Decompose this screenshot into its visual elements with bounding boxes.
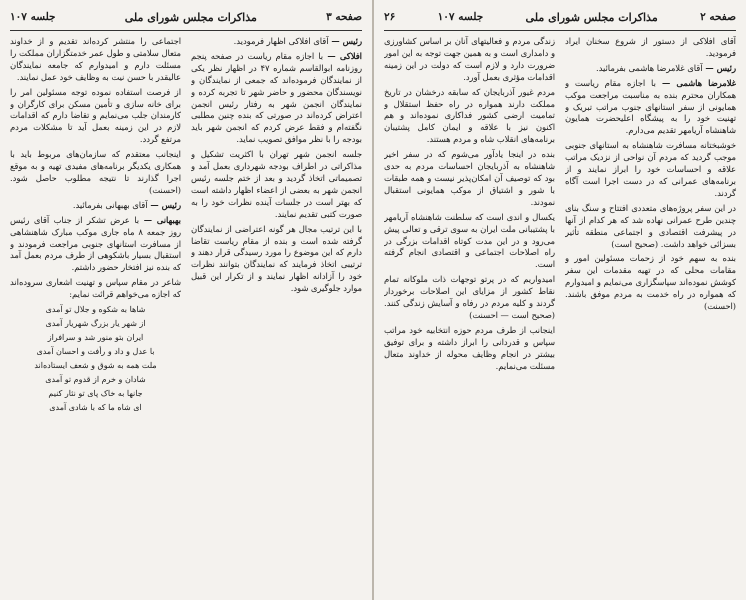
left-page xyxy=(0,0,372,600)
right-page-session: جلسه ۱۰۷ xyxy=(437,11,484,23)
paragraph-text: بنده در اینجا یادآور می‌شوم که در سفر اخیر شاهنشاه به آذربایجان احساسات مردم به حدی بود که توصیف آن امکان‌پذیر نیست و همه طبقات با شور و اشتیاق از موکب همایونی استقبال نمودند. xyxy=(384,149,555,207)
speaker-name: رئیس — xyxy=(702,62,736,73)
paragraph xyxy=(565,253,736,313)
paragraph xyxy=(384,36,555,84)
left-page-title: مذاکرات مجلس شورای ملی xyxy=(124,10,257,24)
left-page-left-column xyxy=(10,36,181,594)
paragraph-text: با این ترتیب مجال هر گونه اعتراضی از نمایندگان گرفته شده است و بنده از مقام ریاست تقاضا دارم که این موضوع را مورد رسیدگی قرار دهند و ترتیبی اتخاذ فرمایند که نمایندگان بتوانند نظرات خود را آزادانه اظهار نمایند و از تکرار این قبیل موارد جلوگیری شود. xyxy=(191,223,362,294)
left-page-columns xyxy=(10,36,362,594)
verse-line: جانها به خاک پای تو نثار کنیم xyxy=(48,389,143,399)
speaker-name: غلامرضا هاشمی — xyxy=(655,77,736,88)
paragraph-text: آقای افلاکی اظهار فرمودید. xyxy=(233,36,329,46)
paragraph xyxy=(384,149,555,209)
paragraph xyxy=(10,36,181,84)
paragraph-text: خوشبختانه مسافرت شاهنشاه به استانهای جنوبی موجب گردید که مردم آن نواحی از نزدیک مراتب علاقه و احساسات خود را ابراز نمایند و از برنامه‌های عمرانی که در دست اجرا است آگاه گردند. xyxy=(565,140,736,198)
paragraph-text: با اجازه مقام ریاست در صفحه پنجم روزنامه ابوالقاسم شماره ۴۷ در اظهار نظر یکی از نمایندگان فرموده‌اند که جمعی از نمایندگان و نویسندگان محضور و حاضر شهر تا تجربه کرده و نمایندگان انجمن شهر به رفتار رئیس انجمن اعتراض کرده‌اند در صورتی که بنده چنین مطلبی نگفته‌ام و فقط عرض کردم که انجمن شهر باید بودجه را با نظر موافق تصویب نماید. xyxy=(191,50,362,145)
paragraph-text: امیدواریم که در پرتو توجهات ذات ملوکانه تمام نقاط کشور از مزایای این اصلاحات برخوردار گردند و کلیه مردم در رفاه و آسایش زندگی کنند. (صحیح است — احسنت) xyxy=(384,274,555,320)
paragraph-text: مردم غیور آذربایجان که سابقه درخشان در تاریخ مملکت دارند همواره در راه حفظ استقلال و تمامیت ارضی کشور فداکاری نموده‌اند و هم اکنون نیز با علاقه و ایمان کامل پشتیبان برنامه‌های انقلاب شاه و مردم هستند. xyxy=(384,86,555,145)
left-page-right-column xyxy=(191,36,362,594)
right-page-title: مذاکرات مجلس شورای ملی xyxy=(525,10,658,24)
paragraph xyxy=(10,215,181,275)
left-page-label: صفحه ۳ xyxy=(326,11,362,23)
paragraph-text: آقای افلاکی از دستور از شروع سخنان ایراد فرمودید. xyxy=(565,36,736,58)
paragraph xyxy=(565,140,736,200)
verse-line: ایران بتو منور شد و سرافراز xyxy=(47,333,144,343)
paragraph xyxy=(565,203,736,251)
right-page xyxy=(374,0,746,600)
paragraph xyxy=(565,36,736,60)
paragraph-text: شاعر در مقام سپاس و تهنیت اشعاری سروده‌اند که اجازه می‌خواهم قرائت نمایم: xyxy=(10,277,181,300)
speaker-name: بهبهانی — xyxy=(139,214,181,225)
left-header-rule xyxy=(10,30,362,31)
paragraph-text: بنده به سهم خود از زحمات مسئولین امور و مقامات محلی که در تهیه مقدمات این سفر کوشش نموده‌اند سپاسگزاری می‌نمایم و امیدوارم که همواره در راه خدمت به مردم موفق باشند. (احسنت) xyxy=(565,253,736,312)
verse-line: شادان و خرم از قدوم تو آمدی xyxy=(45,375,146,385)
paragraph xyxy=(191,149,362,220)
verse-line: با عدل و داد و رأفت و احسان آمدی xyxy=(36,347,155,357)
paragraph-text: از فرصت استفاده نموده توجه مسئولین امر را برای خانه سازی و تأمین مسکن برای کارگران و کارمندان جلب می‌نمایم و تقاضا دارم که اقدامات لازم در این زمینه بعمل آید تا مشکلات مردم مرتفع گردد. xyxy=(10,86,181,145)
paragraph-text: با اجازه مقام ریاست و همکاران محترم بنده به مناسبت مراجعت موکب همایونی از سفر استانهای جنوب مراتب تبریک و تهنیت خود را به پیشگاه اعلیحضرت همایون شاهنشاه آریامهر تقدیم می‌دارم. xyxy=(565,77,736,136)
paragraph xyxy=(384,325,555,373)
paragraph-text: آقای بهبهانی بفرمائید. xyxy=(72,199,148,210)
speaker-name: رئیس — xyxy=(147,199,181,210)
left-page-header xyxy=(10,6,362,28)
paragraph xyxy=(10,277,181,301)
paragraph xyxy=(384,87,555,147)
verse-line: شاها به شکوه و جلال تو آمدی xyxy=(45,305,146,315)
right-page-label: صفحه ۲ xyxy=(700,11,736,23)
speaker-name: افلاکی — xyxy=(323,50,362,61)
right-page-header xyxy=(384,6,736,28)
paragraph-text: زندگی مردم و فعالیتهای آنان بر اساس کشاورزی و دامداری است و به همین جهت توجه به این امور ضرورت دارد و لازم است که دولت در این زمینه اقدامات مؤثری بعمل آورد. xyxy=(384,36,555,82)
right-page-right-column xyxy=(565,36,736,594)
verse-line: ای شاه ما که با شادی آمدی xyxy=(49,403,142,413)
paragraph-text: در این سفر پروژه‌های متعددی افتتاح و سنگ بنای چندین طرح عمرانی نهاده شد که هر کدام از آنها در پیشرفت اقتصادی و اجتماعی منطقه تأثیر بسزائی خواهد داشت. (صحیح است) xyxy=(565,202,736,249)
verse-line: از شهر یار بزرگ شهریار آمدی xyxy=(45,319,146,329)
paragraph xyxy=(191,224,362,295)
paragraph xyxy=(10,87,181,147)
right-page-columns xyxy=(384,36,736,594)
paragraph-text: اجتماعی را منتشر کرده‌اند تقدیم و از خداوند متعال سلامتی و طول عمر خدمتگزاران مملکت را مسئلت دارم و امیدوارم که جامعه نمایندگان عالیقدر با حسن نیت به وظایف خود عمل نمایند. xyxy=(10,36,181,82)
paragraph-text: آقای غلامرضا هاشمی بفرمائید. xyxy=(595,62,703,73)
paragraph xyxy=(191,36,362,48)
paragraph xyxy=(565,78,736,138)
paragraph xyxy=(384,212,555,272)
speaker-name: رئیس — xyxy=(328,36,362,46)
paragraph xyxy=(565,63,736,75)
paragraph-text: اینجانب معتقدم که سازمان‌های مربوط باید با همکاری یکدیگر برنامه‌های مفیدی تهیه و به موقع اجرا گذارند تا نتیجه مطلوب حاصل شود. (احسنت) xyxy=(10,149,181,195)
right-page-left-column xyxy=(384,36,555,594)
paragraph xyxy=(10,200,181,212)
paragraph-text: با عرض تشکر از جناب آقای رئیس روز جمعه ۸ ماه جاری موکب مبارک شاهنشاهی از مسافرت استانهای جنوبی مراجعت فرمودند و استقبال بسیار باشکوهی از طرف مردم بعمل آمد که بنده نیز افتخار حضور داشتم. xyxy=(10,214,181,273)
verse-line: ملت همه به شوق و شعف ایستاده‌اند xyxy=(34,361,157,371)
paragraph-text: یکسال و اندی است که سلطنت شاهنشاه آریامهر با پشتیبانی ملت ایران به سوی ترقی و تعالی پیش می‌رود و در این مدت کوتاه اقدامات بزرگی در راه اصلاحات اجتماعی و اقتصادی انجام گرفته است. xyxy=(384,211,555,270)
paragraph-text: جلسه انجمن شهر تهران با اکثریت تشکیل و مذاکراتی در اطراف بودجه شهرداری بعمل آمد و تصمیماتی اتخاذ گردید و بعد از ختم جلسه رئیس انجمن شهر به بعضی از اعضاء اظهار داشته است که بهتر است در جلسات آینده نظرات خود را به صورت کتبی تقدیم نمایند. xyxy=(191,149,362,219)
paragraph xyxy=(384,274,555,322)
right-page-number: ۲۶ xyxy=(384,11,396,23)
paragraph-text: اینجانب از طرف مردم حوزه انتخابیه خود مراتب سپاس و قدردانی را ابراز داشته و برای توفیق بیشتر در انجام وظایف محوله از خداوند متعال مسئلت می‌نمایم. xyxy=(384,324,555,371)
paragraph xyxy=(10,149,181,197)
paragraph xyxy=(191,51,362,146)
left-page-session: جلسه ۱۰۷ xyxy=(10,11,56,23)
right-header-rule xyxy=(384,30,736,31)
